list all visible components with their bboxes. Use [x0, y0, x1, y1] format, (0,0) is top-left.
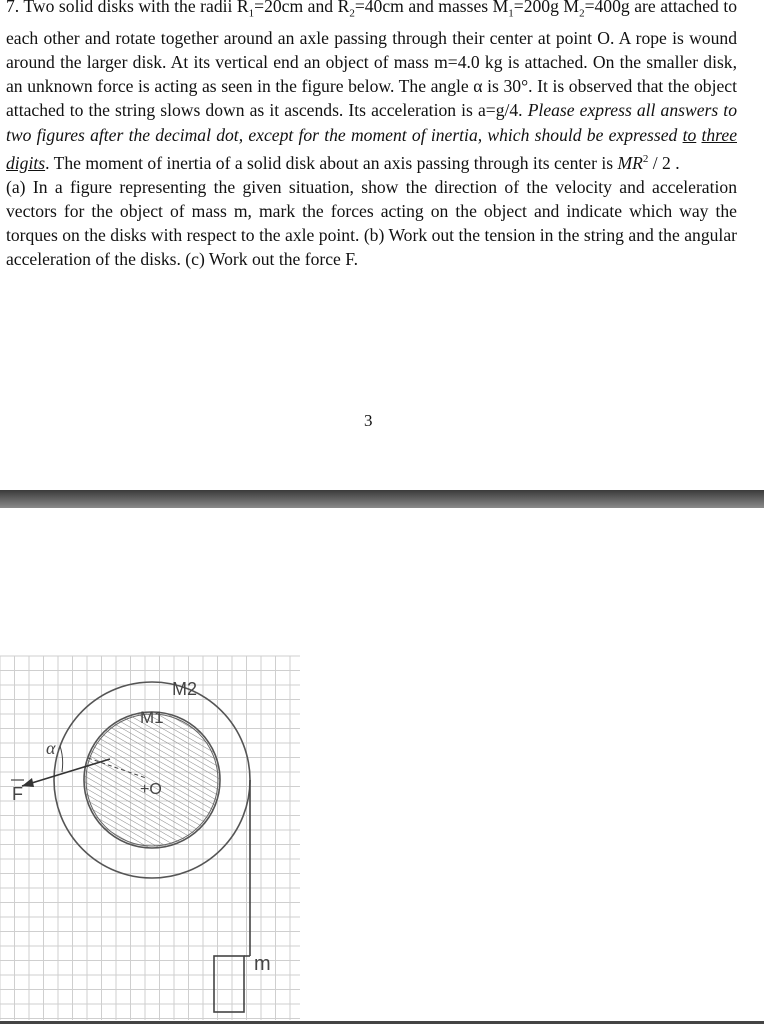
r2-value: =40cm and masses M [354, 0, 509, 16]
problem-text [6, 0, 737, 272]
page-number: 3 [364, 411, 373, 430]
m1-subscript: 1 [508, 7, 514, 20]
label-small-m: m [254, 953, 271, 975]
small-disk-m1 [84, 712, 220, 848]
problem-body-1: are attached to each other and rotate together around an axle passing through their center at point O. A rope is wound around the larger disk. At its vertical end an object of mass m=4.0 kg is attached. On the smaller disk, an unknown force is acting as seen in the figure below. The angle α is 30°. It is observed that the object attached to the string slows down as it ascends. Its acceleration is a=g/4. [6, 0, 737, 121]
force-f-arrowhead [22, 778, 34, 787]
inertia-formula-tail: / 2 . [648, 152, 680, 173]
inertia-formula: MR [617, 152, 643, 173]
label-alpha: α [46, 738, 56, 758]
label-m2: M2 [172, 679, 198, 699]
problem-paragraph [6, 0, 737, 175]
inertia-formula-exponent: 2 [642, 152, 649, 165]
r1-subscript: 1 [248, 7, 255, 20]
r2-subscript: 2 [349, 7, 355, 20]
problem-body-2: . The moment of inertia of a solid disk about an axis passing through its center is [45, 152, 618, 173]
problem-italic-note: Please express all answers to two figures after the decimal dot, except for the moment of inertia, which should be expressed [6, 100, 737, 145]
problem-italic-underline-2: three digits [6, 124, 737, 173]
r1-value: =20cm and R [254, 0, 350, 16]
label-m1: M1 [140, 708, 164, 727]
angle-alpha-arc [60, 746, 63, 772]
label-center-o: +O [140, 781, 162, 798]
problem-parts: (a) In a figure representing the given situation, show the direction of the velocity and acceleration vectors for the object of mass m, mark the forces acting on the object and indicate which way the torques on the disks with respect to the axle point. (b) Work out the tension in the string and the angular acceleration of the disks. (c) Work out the force F. [6, 176, 737, 270]
page-divider [0, 490, 764, 508]
m2-value: =400g [584, 0, 630, 16]
label-f: F [12, 784, 23, 804]
disk-figure [0, 508, 764, 1024]
problem-line1: 7. Two solid disks with the radii R [6, 0, 249, 16]
m2-subscript: 2 [579, 7, 585, 20]
m1-value: =200g M [513, 0, 580, 16]
problem-italic-underline-1: to [682, 124, 697, 145]
